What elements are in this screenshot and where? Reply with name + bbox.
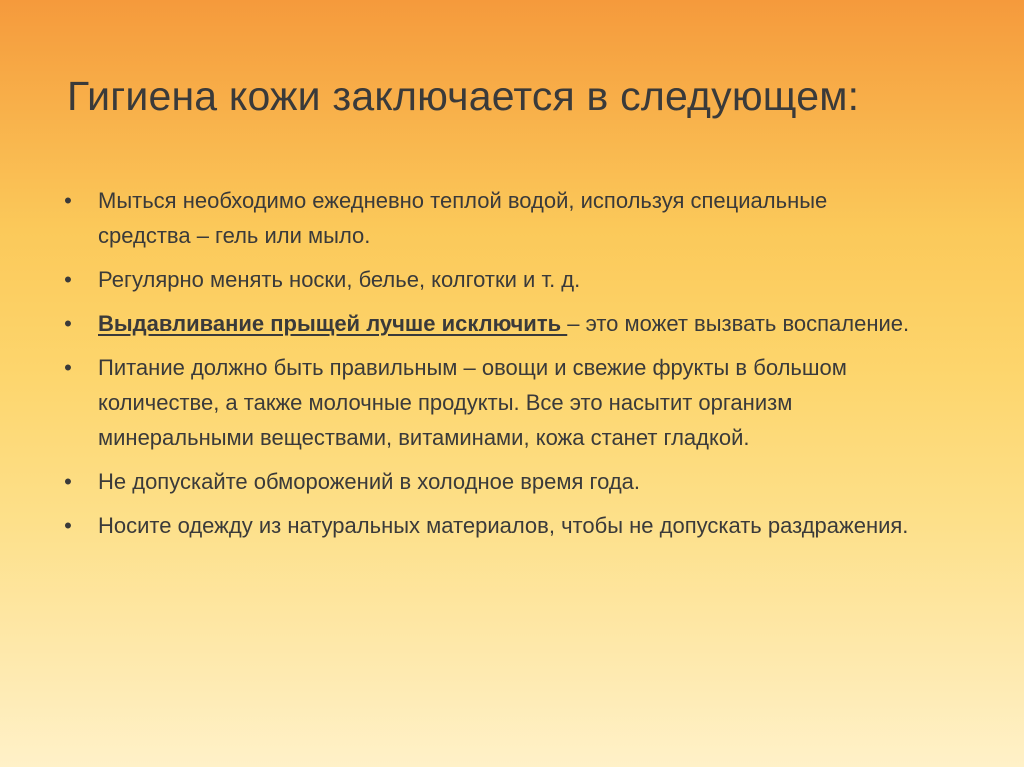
slide-title: Гигиена кожи заключается в следующем: <box>67 73 860 119</box>
bullet-item <box>58 306 918 341</box>
bullet-text: Мыться необходимо ежедневно теплой водой, используя специальные средства – гель или мыло. <box>98 188 828 248</box>
bullet-marker: • <box>64 513 72 538</box>
bullet-item <box>58 262 918 297</box>
bullet-marker: • <box>64 355 72 380</box>
bullet-text: Носите одежду из натуральных материалов, чтобы не допускать раздражения. <box>98 513 909 538</box>
bullet-marker: • <box>64 188 72 213</box>
bullet-item <box>58 350 918 455</box>
bullet-marker: • <box>64 469 72 494</box>
bullet-marker: • <box>64 267 72 292</box>
bullet-text: Не допускайте обморожений в холодное время года. <box>98 469 641 494</box>
bullet-text: Питание должно быть правильным – овощи и свежие фрукты в большом количестве, а также молочные продукты. Все это насытит организм минеральными веществами, витаминами, кожа станет гладкой. <box>98 355 847 450</box>
bullet-marker: • <box>64 311 72 336</box>
bullet-text: Регулярно менять носки, белье, колготки и т. д. <box>98 267 581 292</box>
bullet-text: – это может вызвать воспаление. <box>567 311 910 336</box>
bullet-item <box>58 508 918 543</box>
bullet-item <box>58 183 918 253</box>
bullet-item <box>58 464 918 499</box>
bullet-emphasis: Выдавливание прыщей лучше исключить <box>98 311 568 336</box>
bullet-list <box>58 183 918 552</box>
